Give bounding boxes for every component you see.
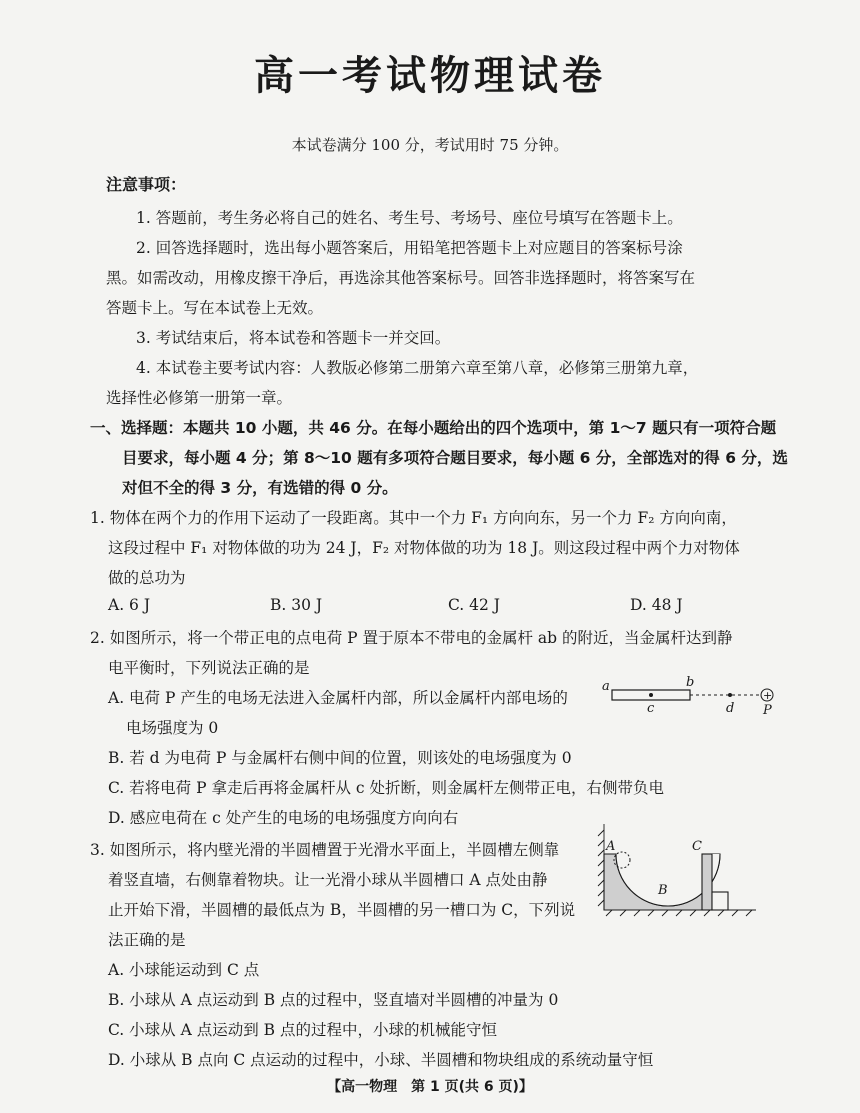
- question-3-text: 着竖直墙，右侧靠着物块。让一光滑小球从半圆槽口 A 点处由静: [108, 871, 548, 889]
- label-C: C: [692, 839, 702, 854]
- floor-hatching: [604, 910, 756, 916]
- question-1-text: 1. 物体在两个力的作用下运动了一段距离。其中一个力 F₁ 方向向东，另一个力 F₂ 方向向南，: [90, 509, 737, 527]
- notice-item: 4. 本试卷主要考试内容：人教版必修第二册第六章至第八章，必修第三册第九章，: [136, 359, 699, 377]
- question-3-option-b: B. 小球从 A 点运动到 B 点的过程中，竖直墙对半圆槽的冲量为 0: [108, 991, 559, 1009]
- notice-item: 选择性必修第一册第一章。: [106, 389, 293, 407]
- page-title: 高一考试物理试卷: [254, 53, 606, 99]
- point-c: [649, 693, 653, 697]
- notice-item: 2. 回答选择题时，选出每小题答案后，用铅笔把答题卡上对应题目的答案标号涂: [136, 239, 683, 257]
- question-2-text: 2. 如图所示，将一个带正电的点电荷 P 置于原本不带电的金属杆 ab 的附近，当金属杆达到静: [90, 629, 733, 647]
- section-heading: 一、选择题：本题共 10 小题，共 46 分。在每小题给出的四个选项中，第 1～7 题只有一项符合题: [90, 419, 777, 437]
- q3-figure: [596, 820, 766, 916]
- question-1-text: 做的总功为: [108, 569, 186, 587]
- plus-sign: +: [763, 689, 773, 702]
- question-2-option-a: A. 电荷 P 产生的电场无法进入金属杆内部，所以金属杆内部电场的: [108, 689, 568, 707]
- label-p: P: [763, 703, 772, 718]
- notice-item: 黑。如需改动，用橡皮擦干净后，再选涂其他答案标号。回答非选择题时，将答案写在: [106, 269, 696, 287]
- question-3-text: 止开始下滑，半圆槽的最低点为 B，半圆槽的另一槽口为 C，下列说: [108, 901, 576, 919]
- question-3-text: 法正确的是: [108, 931, 186, 949]
- notice-heading: 注意事项：: [106, 175, 187, 194]
- question-1-option-a: A. 6 J: [108, 596, 151, 614]
- block: [712, 892, 728, 910]
- label-b: b: [686, 675, 695, 690]
- question-3-option-d: D. 小球从 B 点向 C 点运动的过程中，小球、半圆槽和物块组成的系统动量守恒: [108, 1051, 654, 1069]
- label-a: a: [602, 679, 610, 694]
- question-2-option-b: B. 若 d 为电荷 P 与金属杆右侧中间的位置，则该处的电场强度为 0: [108, 749, 572, 767]
- label-A: A: [606, 839, 616, 854]
- exam-subtitle: 本试卷满分 100 分，考试用时 75 分钟。: [291, 136, 569, 154]
- notice-item: 1. 答题前，考生务必将自己的姓名、考生号、考场号、座位号填写在答题卡上。: [136, 209, 683, 227]
- page-footer: 【高一物理 第 1 页(共 6 页)】: [327, 1079, 533, 1095]
- notice-item: 3. 考试结束后，将本试卷和答题卡一并交回。: [136, 329, 451, 347]
- wall-hatching: [598, 824, 604, 910]
- groove-right-wall: [702, 854, 712, 910]
- label-B: B: [658, 883, 668, 898]
- question-3-option-c: C. 小球从 A 点运动到 B 点的过程中，小球的机械能守恒: [108, 1021, 497, 1039]
- section-heading: 目要求，每小题 4 分；第 8～10 题有多项符合题目要求，每小题 6 分，全部选对的得 6 分，选: [122, 449, 788, 467]
- q2-figure: [600, 676, 790, 716]
- question-2-option-c: C. 若将电荷 P 拿走后再将金属杆从 c 处折断，则金属杆左侧带正电，右侧带负电: [108, 779, 664, 797]
- question-3-option-a: A. 小球能运动到 C 点: [108, 961, 260, 979]
- label-d: d: [726, 701, 735, 716]
- question-2-option-d: D. 感应电荷在 c 处产生的电场的电场强度方向向右: [108, 809, 459, 827]
- question-1-option-d: D. 48 J: [630, 596, 683, 614]
- question-2-text: 电平衡时，下列说法正确的是: [108, 659, 310, 677]
- section-heading: 对但不全的得 3 分，有选错的得 0 分。: [122, 479, 398, 497]
- question-1-option-c: C. 42 J: [448, 596, 501, 614]
- notice-item: 答题卡上。写在本试卷上无效。: [106, 299, 324, 317]
- question-1-text: 这段过程中 F₁ 对物体做的功为 24 J，F₂ 对物体做的功为 18 J。则这段过程中两个力对物体: [108, 539, 740, 557]
- point-d: [728, 693, 732, 697]
- label-c: c: [647, 701, 655, 716]
- question-1-option-b: B. 30 J: [270, 596, 323, 614]
- question-2-option-a-cont: 电场强度为 0: [126, 719, 219, 737]
- question-3-text: 3. 如图所示，将内壁光滑的半圆槽置于光滑水平面上，半圆槽左侧靠: [90, 841, 560, 859]
